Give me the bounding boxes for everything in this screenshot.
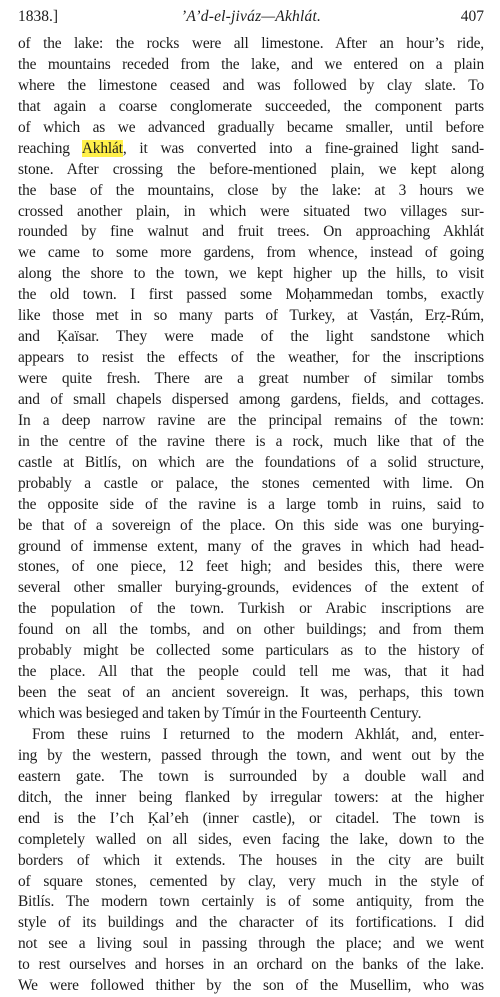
text-line-after: , it was converted into a fine-grained light sand- (122, 139, 484, 157)
text-line-before: reaching (18, 139, 82, 157)
text-line: In a deep narrow ravine are the principal remains of the town: (18, 411, 484, 429)
text-line: of which as we advanced gradually became smaller, until before (18, 118, 484, 136)
text-line: crossed another plain, in which were situated two villages sur- (18, 202, 484, 220)
page-number: 407 (460, 8, 484, 25)
text-line: probably a castle or palace, the stones cemented with lime. On (18, 474, 484, 492)
text-line: found on all the tombs, and on other buildings; and from them (18, 621, 484, 639)
text-line: been the seat of an ancient sovereign. It was, perhaps, this town (18, 684, 484, 702)
text-line: end is the I’ch Ḳal’eh (inner castle), or citadel. The town is (18, 809, 484, 827)
text-line: which was besieged and taken by Tímúr in the Fourteenth Century. (18, 705, 422, 722)
text-line: the mountains receded from the lake, and we entered on a plain (18, 55, 484, 73)
text-line: rounded by fine walnut and fruit trees. On approaching Akhlát (18, 223, 484, 241)
text-line: stone. After crossing the before-mentioned plain, we kept along (18, 160, 484, 178)
text-line: We were followed thither by the son of the Musellim, who was (18, 977, 484, 995)
text-line: ground of immense extent, many of the graves in which had head- (18, 537, 484, 555)
text-line: borders of which it extends. The houses in the city are built (18, 851, 484, 869)
text-line: ing by the western, passed through the town, and went out by the (18, 746, 484, 764)
body-text (18, 34, 484, 997)
text-line: in the centre of the ravine there is a rock, much like that of the (18, 432, 484, 450)
text-line: were quite fresh. There are a great number of similar tombs (18, 370, 484, 387)
text-line: probably might be collected some particulars as to the history of (18, 642, 484, 660)
text-line: the population of the town. Turkish or Arabic inscriptions are (18, 600, 484, 618)
text-line: From these ruins I returned to the modern Akhlát, and, enter- (32, 725, 484, 743)
text-line: style of its buildings and the character of its fortifications. I did (18, 914, 484, 932)
text-line: stones, of one piece, 12 feet high; and besides this, there were (18, 558, 484, 576)
text-line: completely walled on all sides, even facing the lake, down to the (18, 830, 484, 848)
running-title: ’A’d-el-jiváz—Akhlát. (180, 8, 322, 25)
text-line: be that of a sovereign of the place. On this side was one burying- (18, 516, 484, 534)
text-line: ditch, the inner being flanked by irregular towers: at the higher (18, 788, 484, 806)
text-line: the old town. I first passed some Moḥammedan tombs, exactly (18, 286, 484, 304)
text-line: castle at Bitlís, on which are the foundations of a solid structure, (18, 453, 484, 471)
text-line: the opposite side of the ravine is a large tomb in ruins, said to (18, 495, 484, 513)
text-line: where the limestone ceased and was followed by clay slate. To (18, 76, 484, 94)
text-line: not see a living soul in passing through the place; and we went (18, 935, 484, 953)
text-line: eastern gate. The town is surrounded by a double wall and (18, 767, 484, 785)
text-line: we came to some more gardens, from whence, instead of going (18, 244, 484, 262)
text-line (18, 139, 484, 160)
text-line: several other smaller burying-grounds, evidences of the extent of (18, 579, 484, 597)
text-line: along the shore to the town, we kept higher up the hills, to visit (18, 265, 484, 283)
text-line: of square stones, cemented by clay, very much in the style of (18, 872, 484, 890)
text-line: like those met in so many parts of Turkey, at Vasṭán, Erẓ-Rúm, (18, 307, 484, 325)
text-line: and Ḳaïsar. They were made of the light sandstone which (18, 328, 484, 346)
text-line: Bitlís. The modern town certainly is of some antiquity, from the (18, 893, 484, 911)
year-bracket: 1838.] (18, 8, 59, 25)
text-line: of the lake: the rocks were all limestone. After an hour’s ride, (18, 35, 484, 52)
text-line: the place. All that the people could tell me was, that it had (18, 663, 484, 681)
text-line: to rest ourselves and horses in an orchard on the banks of the lake. (18, 956, 484, 974)
text-line: the base of the mountains, close by the lake: at 3 hours we (18, 181, 484, 199)
running-head (18, 6, 484, 28)
text-line: appears to resist the effects of the weather, for the inscriptions (18, 349, 484, 367)
text-line: and of small chapels dispersed among gardens, fields, and cottages. (18, 390, 484, 408)
highlighted-word: Akhlát (81, 139, 123, 157)
text-line: that again a coarse conglomerate succeeded, the component parts (18, 97, 484, 115)
